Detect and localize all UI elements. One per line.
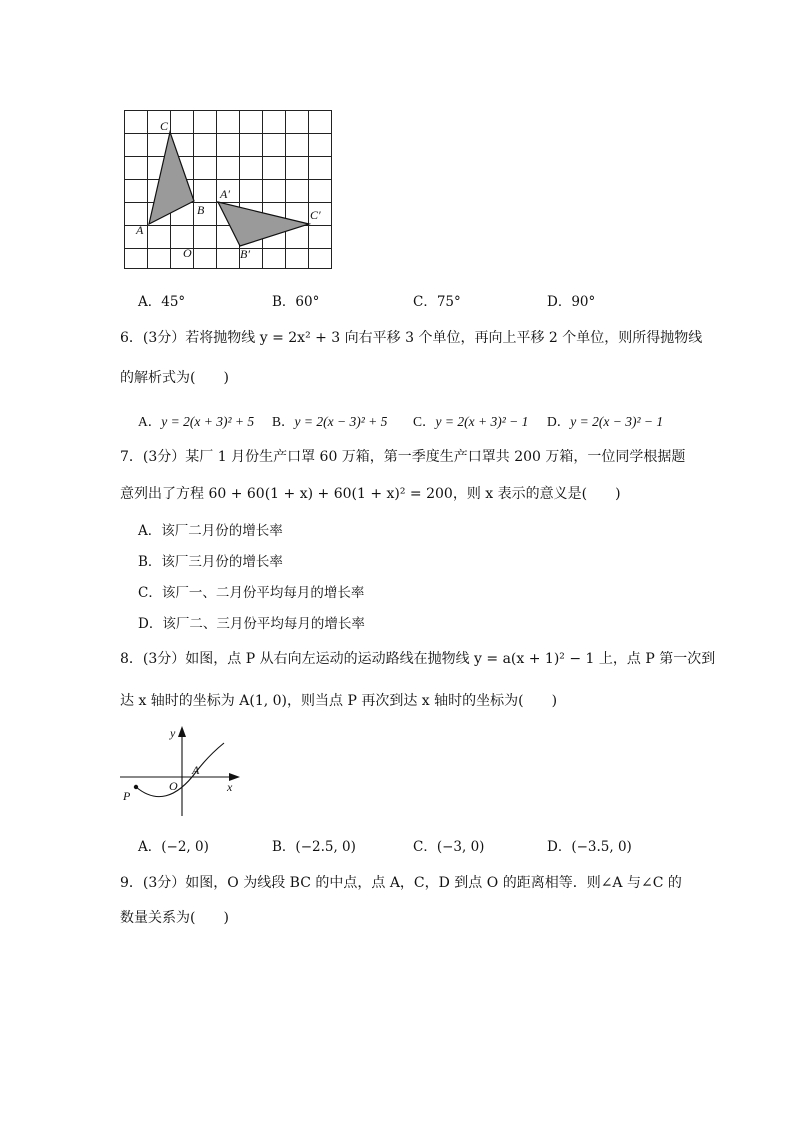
label-o: O bbox=[169, 779, 178, 793]
label-b-prime: B′ bbox=[240, 247, 250, 261]
q6-option-c: C．y = 2(x + 3)² − 1 bbox=[413, 414, 529, 429]
q6-stem-line2: 的解析式为( ) bbox=[120, 370, 229, 386]
triangle-abc bbox=[149, 132, 194, 224]
q5-option-c: C．75° bbox=[413, 294, 461, 310]
q7-stem-line1: 7．(3分）某厂 1 月份生产口罩 60 万箱，第一季度生产口罩共 200 万箱，一位同学根据题 bbox=[120, 449, 686, 465]
q6-stem-line1: 6．(3分）若将抛物线 y = 2x² + 3 向右平移 3 个单位，再向上平移 2 个单位，则所得抛物线 bbox=[120, 330, 703, 346]
point-p bbox=[134, 785, 138, 789]
q8-option-a: A．(−2, 0) bbox=[138, 839, 209, 855]
q7-option-d: D．该厂二、三月份平均每月的增长率 bbox=[138, 616, 365, 632]
q5-option-a: A．45° bbox=[138, 294, 186, 310]
q8-option-d: D．(−3.5, 0) bbox=[547, 839, 632, 855]
q7-option-c: C．该厂一、二月份平均每月的增长率 bbox=[138, 585, 365, 601]
q6-option-a: A．y = 2(x + 3)² + 5 bbox=[138, 414, 255, 429]
q7-option-b: B．该厂三月份的增长率 bbox=[138, 554, 283, 570]
label-y: y bbox=[170, 726, 176, 740]
grid-triangle-figure bbox=[118, 104, 340, 276]
label-a: A bbox=[136, 223, 144, 237]
q7-stem-line2: 意列出了方程 60 + 60(1 + x) + 60(1 + x)² = 200，则 x 表示的意义是( ) bbox=[120, 486, 621, 502]
y-axis-arrow bbox=[178, 726, 186, 737]
q7-option-a: A．该厂二月份的增长率 bbox=[138, 523, 283, 539]
q8-stem-line1: 8．(3分）如图，点 P 从右向左运动的运动路线在抛物线 y = a(x + 1)² − 1 上，点 P 第一次到 bbox=[120, 651, 716, 667]
label-a-prime: A′ bbox=[220, 187, 230, 201]
parabola-figure bbox=[116, 722, 246, 818]
label-c-prime: C′ bbox=[310, 208, 321, 222]
label-b: B bbox=[197, 203, 205, 217]
q8-option-b: B．(−2.5, 0) bbox=[272, 839, 356, 855]
label-a: A bbox=[192, 763, 200, 777]
q9-stem-line2: 数量关系为( ) bbox=[120, 910, 229, 926]
q9-stem-line1: 9．(3分）如图，O 为线段 BC 的中点，点 A，C，D 到点 O 的距离相等．则∠A 与∠C 的 bbox=[120, 875, 682, 891]
q6-option-b: B．y = 2(x − 3)² + 5 bbox=[272, 414, 388, 429]
triangle-abc-prime bbox=[218, 202, 309, 246]
label-o: O bbox=[183, 246, 192, 260]
q8-option-c: C．(−3, 0) bbox=[413, 839, 485, 855]
q5-option-d: D．90° bbox=[547, 294, 596, 310]
q5-option-b: B．60° bbox=[272, 294, 320, 310]
label-c: C bbox=[160, 119, 169, 133]
label-p: P bbox=[123, 789, 131, 803]
q8-stem-line2: 达 x 轴时的坐标为 A(1, 0)，则当点 P 再次到达 x 轴时的坐标为( ) bbox=[120, 693, 558, 709]
q6-option-d: D．y = 2(x − 3)² − 1 bbox=[547, 414, 664, 429]
parabola-curve bbox=[136, 743, 224, 797]
label-x: x bbox=[227, 780, 233, 794]
